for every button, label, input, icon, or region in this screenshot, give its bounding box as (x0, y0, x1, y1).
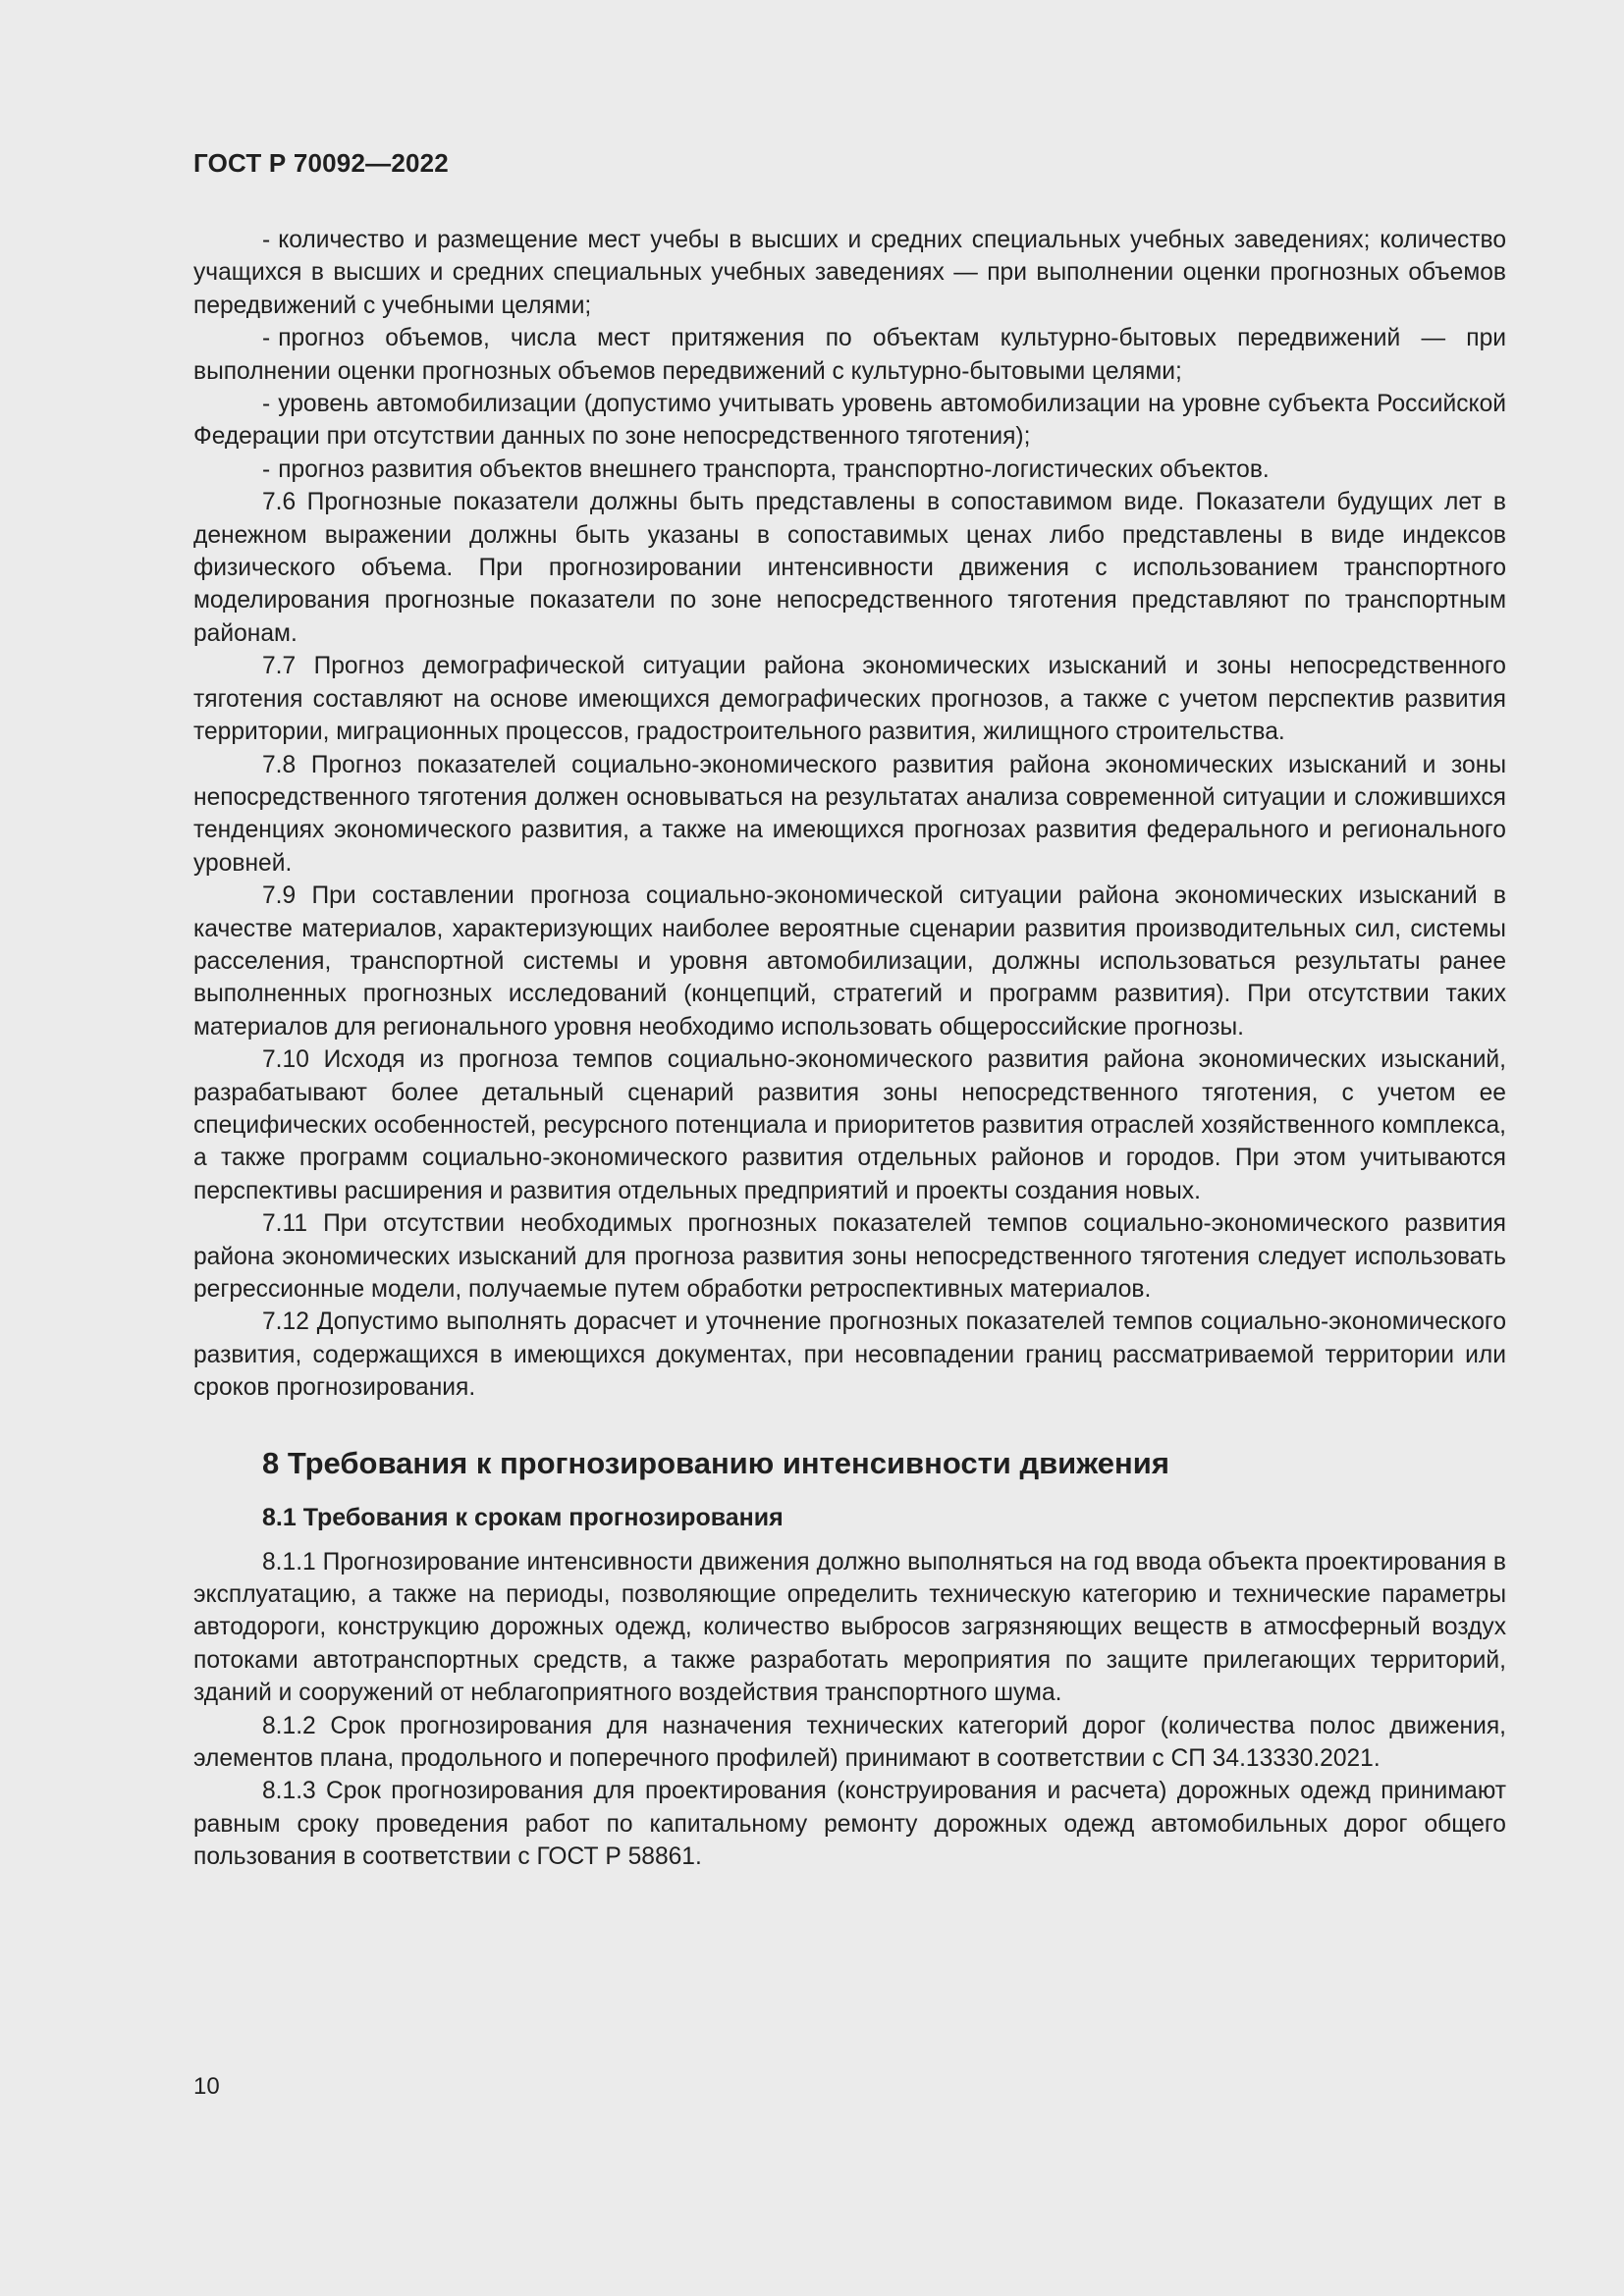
list-dash: - (262, 455, 271, 483)
list-item (193, 224, 1506, 322)
page-number: 10 (193, 2073, 220, 2100)
paragraph-7-11: 7.11 При отсутствии необходимых прогнозных показателей темпов социально-экономического развития района экономических изысканий для прогноза развития зоны непосредственного тяготения следует использовать регрессионные модели, получаемые путем обработки ретроспективных материалов. (193, 1210, 1506, 1303)
section-8-heading: 8 Требования к прогнозированию интенсивности движения (262, 1445, 1169, 1480)
paragraph-7-7: 7.7 Прогноз демографической ситуации района экономических изысканий и зоны непосредственного тяготения составляют на основе имеющихся демографических прогнозов, а также с учетом перспектив развития территории, миграционных процессов, градостроительного развития, жилищного строительства. (193, 653, 1506, 746)
paragraph-7-8: 7.8 Прогноз показателей социально-экономического развития района экономических изысканий и зоны непосредственного тяготения должен основываться на результатах анализа современной ситуации и сложившихся тенденциях экономического развития, а также на имеющихся прогнозах развития федерального и регионального уровней. (193, 751, 1506, 877)
paragraph-8-1-1: 8.1.1 Прогнозирование интенсивности движения должно выполняться на год ввода объекта проектирования в эксплуатацию, а также на периоды, позволяющие определить техническую категорию и технические параметры автодороги, конструкцию дорожных одежд, количество выбросов загрязняющих веществ в атмосферный воздух потоками автотранспортных средств, а также разработать мероприятия по защите прилегающих территорий, зданий и сооружений от неблагоприятного воздействия транспортного шума. (193, 1548, 1506, 1707)
list-item-text: уровень автомобилизации (допустимо учитывать уровень автомобилизации на уровне субъекта Российской Федерации при отсутствии данных по зоне непосредственного тяготения); (193, 391, 1506, 451)
list-item-text: прогноз развития объектов внешнего транспорта, транспортно-логистических объектов. (278, 455, 1270, 483)
page-body (193, 224, 1506, 1874)
paragraph-7-9: 7.9 При составлении прогноза социально-экономической ситуации района экономических изысканий в качестве материалов, характеризующих наиболее вероятные сценарии развития производительных сил, системы расселения, транспортной системы и уровня автомобилизации, должны использоваться результаты ранее выполненных прогнозных исследований (концепций, стратегий и программ развития). При отсутствии таких материалов для регионального уровня необходимо использовать общероссийские прогнозы. (193, 882, 1506, 1041)
paragraph-8-1-3: 8.1.3 Срок прогнозирования для проектирования (конструирования и расчета) дорожных одежд принимают равным сроку проведения работ по капитальному ремонту дорожных одежд автомобильных дорог общего пользования в соответствии с ГОСТ Р 58861. (193, 1778, 1506, 1871)
list-item-text: прогноз объемов, числа мест притяжения по объектам культурно-бытовых передвижений — при выполнении оценки прогнозных объемов передвижений с культурно-бытовыми целями; (193, 325, 1506, 385)
list-dash: - (262, 325, 271, 352)
paragraph-7-10: 7.10 Исходя из прогноза темпов социально-экономического развития района экономических изысканий, разрабатывают более детальный сценарий развития зоны непосредственного тяготения, с учетом ее специфических особенностей, ресурсного потенциала и приоритетов развития отраслей хозяйственного комплекса, а также программ социально-экономического развития отдельных районов и городов. При этом учитываются перспективы расширения и развития отдельных предприятий и проекты создания новых. (193, 1046, 1506, 1204)
list-item (193, 454, 1506, 486)
list-item (193, 322, 1506, 388)
paragraph-7-12: 7.12 Допустимо выполнять дорасчет и уточнение прогнозных показателей темпов социально-экономического развития, содержащихся в имеющихся документах, при несовпадении границ рассматриваемой территории или сроков прогнозирования. (193, 1308, 1506, 1402)
paragraph-7-6: 7.6 Прогнозные показатели должны быть представлены в сопоставимом виде. Показатели будущих лет в денежном выражении должны быть указаны в сопоставимых ценах либо представлены в виде индексов физического объема. При прогнозировании интенсивности движения с использованием транспортного моделирования прогнозные показатели по зоне непосредственного тяготения представляют по транспортным районам. (193, 489, 1506, 647)
list-item (193, 388, 1506, 454)
list-dash: - (262, 391, 271, 418)
list-dash: - (262, 227, 271, 253)
subsection-8-1-heading: 8.1 Требования к срокам прогнозирования (262, 1503, 784, 1531)
document-code-header: ГОСТ Р 70092—2022 (193, 148, 449, 178)
paragraph-8-1-2: 8.1.2 Срок прогнозирования для назначения технических категорий дорог (количества полос движения, элементов плана, продольного и поперечного профилей) принимают в соответствии с СП 34.13330.2021. (193, 1712, 1506, 1773)
list-item-text: количество и размещение мест учебы в высших и средних специальных учебных заведениях; количество учащихся в высших и средних специальных учебных заведениях — при выполнении оценки прогнозных объемов передвижений с учебными целями; (193, 227, 1506, 319)
